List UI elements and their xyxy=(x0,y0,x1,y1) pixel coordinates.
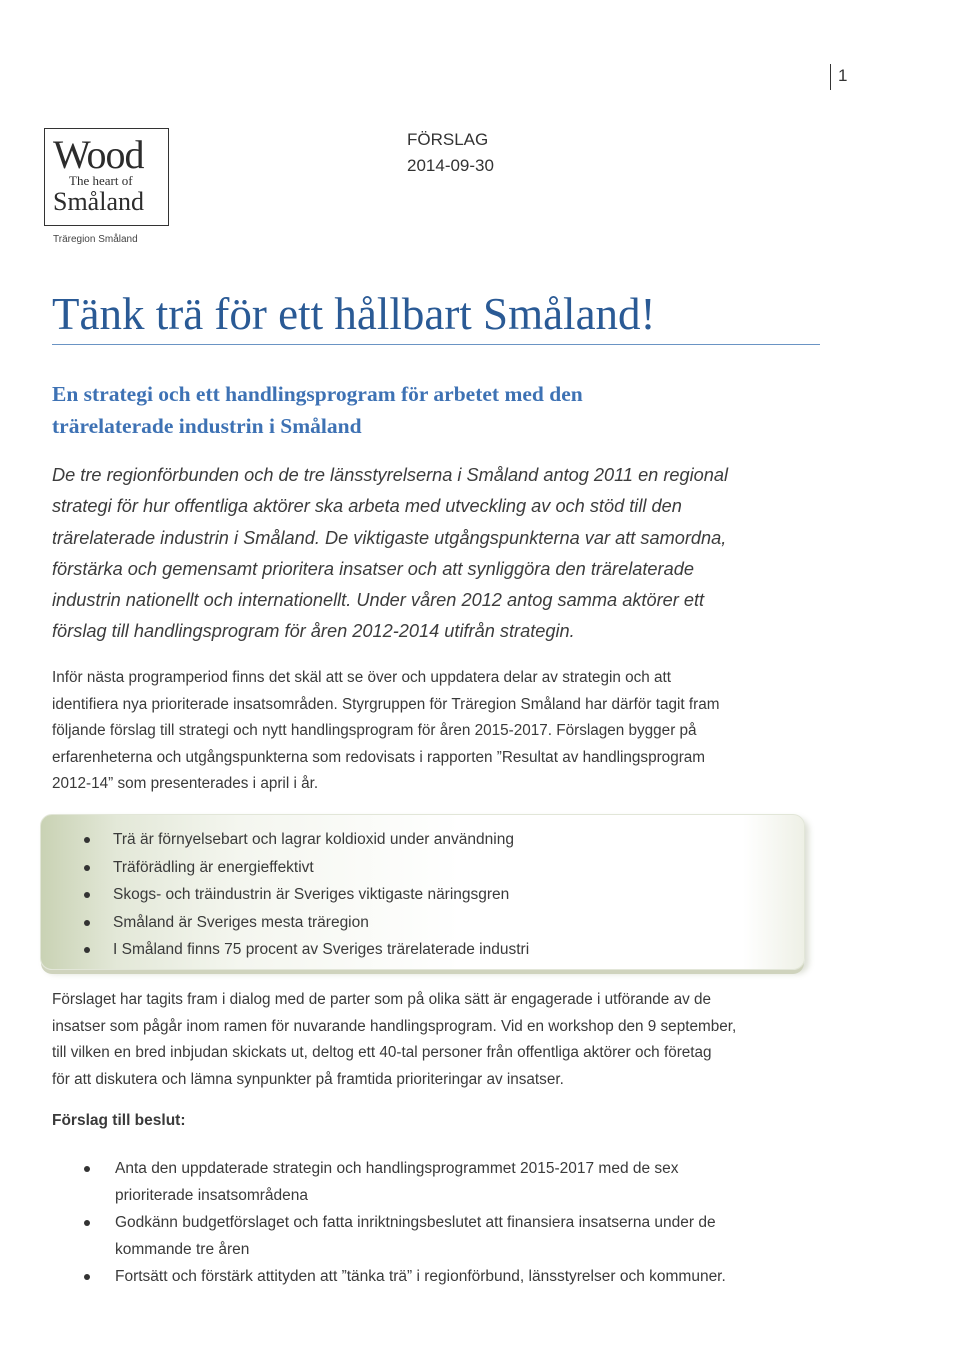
document-date: 2014-09-30 xyxy=(407,156,494,175)
intro-line: strategi för hur offentliga aktörer ska arbeta med utveckling av och stöd till den xyxy=(52,496,682,517)
fact-item: Skogs- och träindustrin är Sveriges viktigaste näringsgren xyxy=(70,881,529,909)
fact-list xyxy=(70,826,529,964)
body-paragraph-1 xyxy=(52,665,842,798)
paragraph-line: för att diskutera och lämna synpunkter på framtida prioriteringar av insatser. xyxy=(52,1070,564,1088)
document-status: FÖRSLAG xyxy=(407,130,489,149)
page-title: Tänk trä för ett hållbart Småland! xyxy=(52,289,656,339)
intro-line: förslag till handlingsprogram för åren 2012-2014 utifrån strategin. xyxy=(52,621,575,642)
decision-item-line: kommande tre åren xyxy=(115,1241,250,1258)
logo-tagline: The heart of xyxy=(69,173,133,188)
subtitle-line: En strategi och ett handlingsprogram för arbetet med den xyxy=(52,382,583,406)
decision-item-line: Godkänn budgetförslaget och fatta inriktningsbeslutet att finansiera insatserna under de xyxy=(115,1214,716,1231)
org-label: Träregion Småland xyxy=(53,234,138,245)
paragraph-line: insatser som pågår inom ramen för nuvarande handlingsprogram. Vid en workshop den 9 september, xyxy=(52,1017,737,1035)
subtitle xyxy=(52,378,752,442)
decision-item xyxy=(70,1209,726,1263)
page-number-divider xyxy=(830,64,831,90)
paragraph-line: identifiera nya prioriterade insatsområden. Styrgruppen för Träregion Småland har därför tagit fram xyxy=(52,695,720,713)
logo-region: Småland xyxy=(53,187,144,216)
intro-line: industrin nationellt och internationellt. Under våren 2012 antog samma aktörer ett xyxy=(52,590,705,611)
decision-item-line: Fortsätt och förstärk attityden att ”tänka trä” i regionförbund, länsstyrelser och kommuner. xyxy=(115,1268,726,1285)
intro-line: De tre regionförbunden och de tre länsstyrelserna i Småland antog 2011 en regional xyxy=(52,465,729,485)
fact-item: Småland är Sveriges mesta träregion xyxy=(70,909,529,937)
intro-line: trärelaterade industrin i Småland. De viktigaste utgångspunkterna var att samordna, xyxy=(52,527,727,548)
decision-list xyxy=(70,1155,726,1290)
decision-heading: Förslag till beslut: xyxy=(52,1112,186,1129)
paragraph-line: Inför nästa programperiod finns det skäl att se över och uppdatera delar av strategin och att xyxy=(52,669,672,686)
decision-item-line: prioriterade insatsområdena xyxy=(115,1187,308,1204)
logo-word: Wood xyxy=(53,132,144,177)
wood-logo xyxy=(44,128,169,226)
fact-item: Trä är förnyelsebart och lagrar koldioxid under användning xyxy=(70,826,529,854)
page-number: 1 xyxy=(838,66,848,85)
paragraph-line: erfarenheterna och utgångspunkterna som redovisats i rapporten ”Resultat av handlingsprogram xyxy=(52,748,706,766)
paragraph-line: till vilken en bred inbjudan skickats ut, deltog ett 40-tal personer från offentliga aktörer och företag xyxy=(52,1044,712,1062)
fact-item: I Småland finns 75 procent av Sveriges trärelaterade industri xyxy=(70,936,529,964)
paragraph-line: följande förslag till strategi och nytt handlingsprogram för åren 2015-2017. Förslagen bygger på xyxy=(52,722,697,740)
decision-item xyxy=(70,1155,726,1209)
subtitle-line: trärelaterade industrin i Småland xyxy=(52,414,362,438)
fact-item: Träförädling är energieffektivt xyxy=(70,854,529,882)
paragraph-line: 2012-14” som presenterades i april i år. xyxy=(52,775,319,793)
body-paragraph-2 xyxy=(52,987,842,1093)
paragraph-line: Förslaget har tagits fram i dialog med de parter som på olika sätt är engagerade i utförande av de xyxy=(52,991,711,1008)
intro-line: förstärka och gemensamt prioritera insatser och att synliggöra den trärelaterade xyxy=(52,558,694,579)
title-divider xyxy=(52,344,820,345)
decision-item xyxy=(70,1263,726,1290)
decision-item-line: Anta den uppdaterade strategin och handlingsprogrammet 2015-2017 med de sex xyxy=(115,1160,679,1177)
intro-paragraph xyxy=(52,460,832,648)
